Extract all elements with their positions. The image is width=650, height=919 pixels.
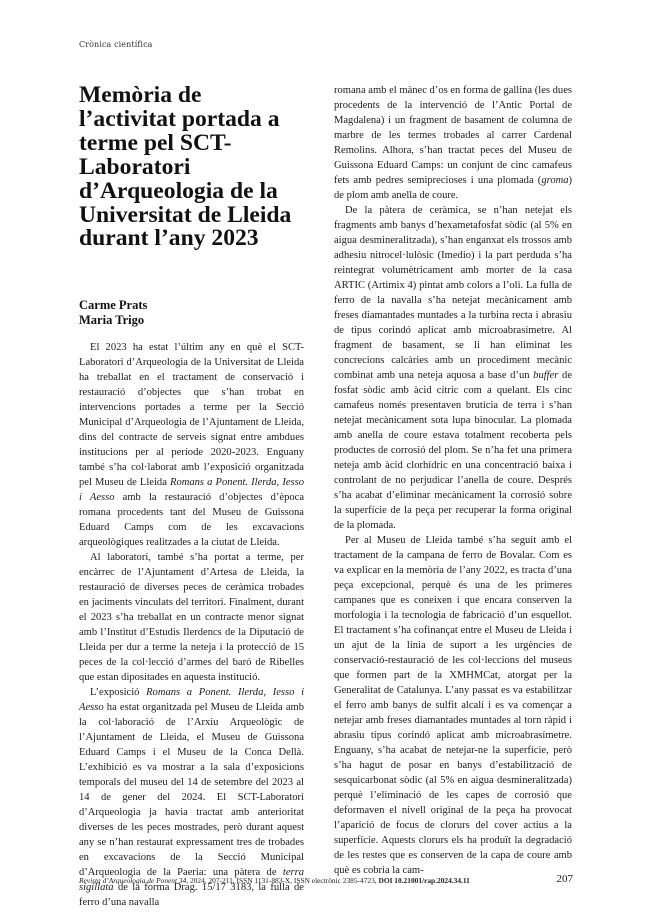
text-run: de la forma Drag. 15/17 3183, la fulla de ferro d’una navalla <box>79 882 304 908</box>
paragraph <box>334 203 572 533</box>
exhibition-title: Romans a Ponent. Ilerda, Iesso i Aesso <box>79 687 304 713</box>
body-column-right <box>334 83 572 878</box>
paragraph: Al laboratori, també s’ha portat a terme, per encàrrec de l’Ajuntament d’Artesa de Lleida, la restauració de diverses peces de ceràmica trobades en jaciments vinculats del territori. Finalment, durant el 2023 s’ha treballat en un contracte menor signat amb l’Institut d’Estudis Ilerdencs de la Diputació de Lleida per dur a terme la neteja i la protecció de 15 peces de la col·lecció d’armes del baró de Ribelles que estan dipositades en aquesta institució. <box>79 552 304 683</box>
text-run: amb la restauració d’objectes d’època romana procedents tant del Museu de Guissona Eduard Camps com de les excavacions arqueològiques realitzades a la ciutat de Lleida. <box>79 492 304 548</box>
page-footer <box>79 873 573 885</box>
article-authors <box>79 298 304 328</box>
citation-text: , 2024, 207-211, ISSN 1131-883-X, ISSN electrònic 2385-4723, <box>186 876 379 885</box>
body-column-left <box>79 340 304 910</box>
text-run: de fosfat sòdic amb àcid cítric com a quelant. Els cinc camafeus només presentaven bruticia de terra i s’han netejat mecànicament sota lupa binocular. La plomada amb anella de coure estava totalment recoberta pels productes de corrosió del plom. Se n’ha fet una primera neteja amb àcid clorhídric en una concentració baixa i controlant de no perjudicar l’anella de coure. Després s’ha acabat d’eliminar mecànicament la corrosió sobre la superfície de la peça per recuperar la forma original de la plomada. <box>334 370 572 531</box>
article-title: Memòria de l’activitat portada a terme pel SCT-Laboratori d’Arqueologia de la Universitat de Lleida durant l’any 2023 <box>79 82 292 252</box>
italic-term: buffer <box>533 370 559 381</box>
text-run: El 2023 ha estat l’últim any en què el SCT-Laboratori d’Arqueologia de la Universitat de Lleida ha treballat en el tractament de conservació i restauració d’objectes que s’han trobat en intervencions portades a terme per la Secció Municipal d’Arqueologia de l’Ajuntament de Lleida, dins del contracte de serveis signat entre ambdues institucions per al període 2020-2023. Enguany també s’ha col·laborat amb l’exposició organitzada pel Museu de Lleida <box>79 342 304 488</box>
paragraph: Per al Museu de Lleida també s’ha seguit amb el tractament de la campana de ferro de Bovalar. Com es va explicar en la memòria de l’any 2022, es tracta d’una peça excepcional, perquè és una de les primeres campanes que es coneixen i que encara conserven la morfologia i la tecnologia de fabricació d’un esquellot. El tractament s’ha cofinançat entre el Museu de Lleida i un ajut de la línia de suport a les urgències de conservació-restauració de les col·leccions del museus que formen part de la XMHMCat, atorgat per la Generalitat de Catalunya. L’any passat es va estabilitzar el ferro amb banys de sulfit alcalí i es va començar a netejar amb freses diamantades muntades al torn ràpid i abrasiu tipus corindó aplicat amb microabrasímetre. Enguany, s’ha acabat de netejar-ne la superfície, però s’ha hagut de posar en banys d’estabilització de sesquicarbonat sòdic (al 5% en aigua desmineralitzada) perquè l’eliminació de les capes de corrosió que deformaven el nivell original de la peça ha provocat l’aparició de focus de clorurs del cover actius a la superfície. Aquests clorurs els ha produït la degradació de les restes que es conserven de la capa de coure amb què es cobria la cam- <box>334 535 572 876</box>
page-number: 207 <box>556 873 573 885</box>
exhibition-title: Romans a Ponent. Ilerda, Iesso i Aesso <box>79 477 304 503</box>
italic-term: terra sigillata <box>79 867 304 893</box>
running-header: Crònica científica <box>79 40 153 49</box>
text-run: ) de plom amb anella de coure. <box>334 175 572 201</box>
italic-term: groma <box>541 175 569 186</box>
journal-name: Revista d’Arqueologia de Ponent 34 <box>79 876 187 885</box>
text-run: De la pàtera de ceràmica, se n’han netejat els fragments amb banys d’hexametafosfat sòdic (al 5% en aigua desmineralitzada), s’han enganxat els trossos amb adhesiu nitrocel·lulòsic (Imedio) i la part perduda s’ha reintegrat volumètricament amb morter de la casa ARTIC (Artimix 4) pintat amb colors a l’oli. La fulla de ferro de la navalla s’ha netejat mecànicament amb freses diamantades muntades a la turbina recta i abrasiu de tipus corindó aplicat amb microabrasímetre. Al fragment de basament, se li han eliminat les concrecions calcàries amb un procediment mecànic combinat amb una neteja aquosa a base d’un <box>334 205 572 381</box>
author-name: Carme Prats <box>79 298 148 312</box>
paragraph <box>79 340 304 550</box>
text-run: ha estat organitzada pel Museu de Lleida amb la col·laboració de l’Arxiu Arqueològic de l’Ajuntament de Lleida, el Museu de Guissona Eduard Camps i el Museu de la Conca Dellà. L’exhibició es va mostrar a la sala d’exposicions temporals del museu del 14 de setembre del 2023 al 14 de gener del 2024. El SCT-Laboratori d’Arqueologia ja havia tractat amb anterioritat diverses de les peces mostrades, però durant aquest any se n’han restaurat expressament tres de trobades en excavacions de la Secció Municipal d’Arqueologia de la Paeria: una pàtera de <box>79 702 304 878</box>
doi-link[interactable]: DOI 10.21001/rap.2024.34.11 <box>378 876 470 885</box>
paragraph <box>334 83 572 203</box>
text-run: romana amb el mànec d’os en forma de gallina (les dues procedents de la intervenció de l’Antic Portal de Magdalena) i un fragment de basament de columna de marbre de les termes trobades al carrer Cardenal Remolins. Alhora, s’han tractat peces del Museu de Guissona Eduard Camps: un conjunt de cinc camafeus fets amb pedres semiprecioses i una plomada ( <box>334 85 572 186</box>
author-name: Maria Trigo <box>79 313 145 327</box>
text-run: L’exposició <box>90 687 147 698</box>
